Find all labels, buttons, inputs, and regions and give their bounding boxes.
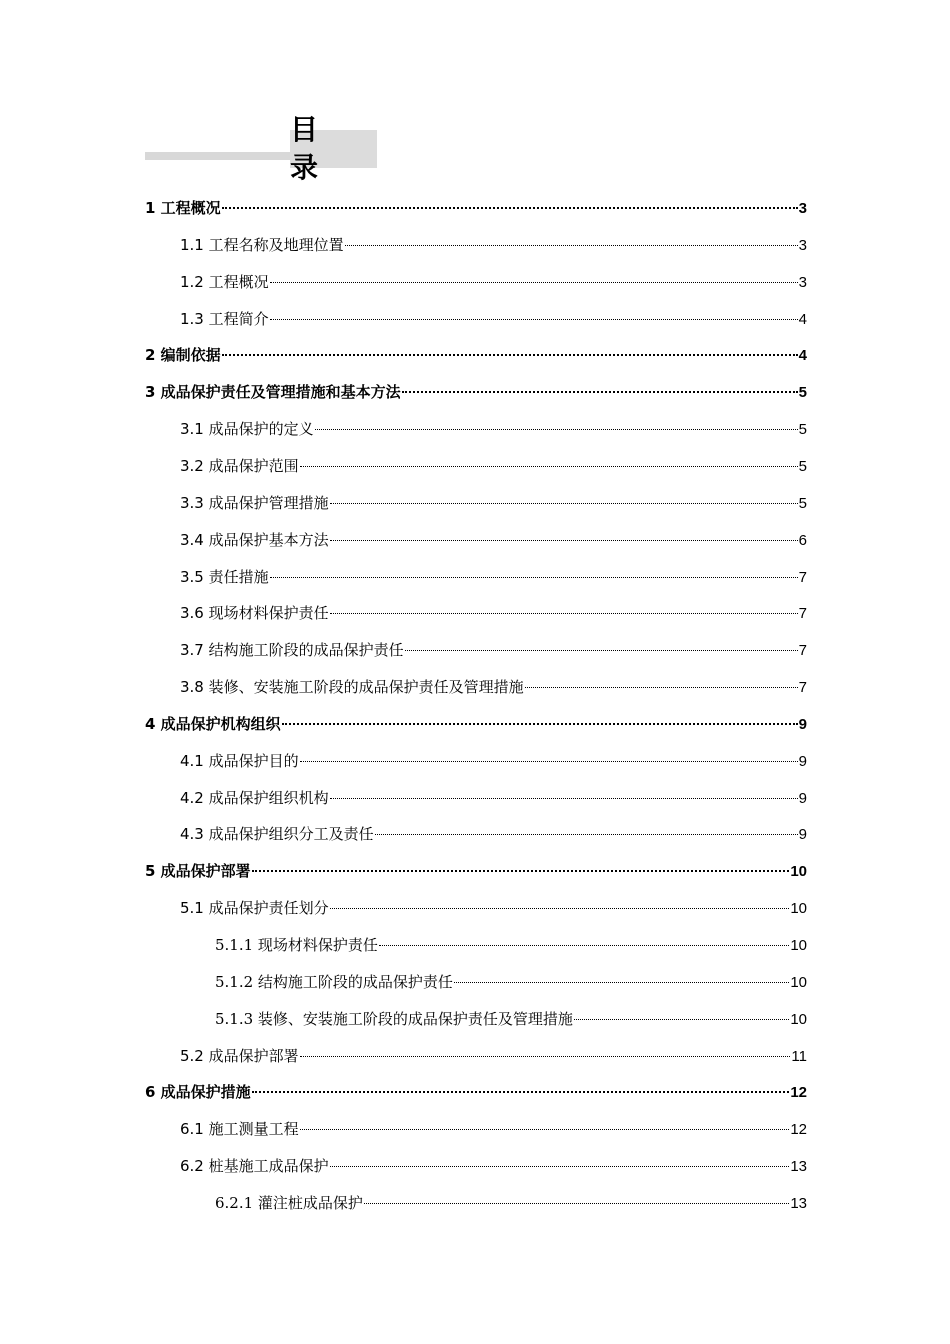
toc-dot-leader <box>379 945 789 946</box>
toc-entry-level2[interactable] <box>180 822 807 846</box>
toc-dot-leader <box>330 908 790 909</box>
toc-page-number: 9 <box>798 826 807 844</box>
toc-entry-level1[interactable] <box>145 712 807 736</box>
toc-page-number: 5 <box>798 421 807 439</box>
toc-entry-level3[interactable] <box>215 1007 807 1031</box>
toc-entry-label: 3.1 成品保护的定义 <box>180 420 314 439</box>
title-box <box>290 113 377 184</box>
toc-entry-level2[interactable] <box>180 1044 807 1068</box>
toc-entry-level2[interactable] <box>180 528 807 552</box>
toc-entry-label: 4.2 成品保护组织机构 <box>180 788 329 807</box>
toc-entry-level2[interactable] <box>180 454 807 478</box>
toc-entry-label: 5 成品保护部署 <box>145 862 251 881</box>
toc-dot-leader <box>300 761 798 762</box>
toc-entry-label: 1.2 工程概况 <box>180 272 269 291</box>
toc-page-number: 6 <box>798 531 807 549</box>
page-title: 目 录 <box>290 113 337 184</box>
toc-entry-level2[interactable] <box>180 417 807 441</box>
toc-entry-label: 3.3 成品保护管理措施 <box>180 493 329 512</box>
toc-page-number: 3 <box>798 200 807 217</box>
toc-page-number: 10 <box>790 937 807 954</box>
toc-entry-label: 6.1 施工测量工程 <box>180 1120 299 1139</box>
toc-entry-label: 5.1.3 装修、安装施工阶段的成品保护责任及管理措施 <box>215 1009 573 1028</box>
toc-page-number: 10 <box>790 973 807 991</box>
toc-dot-leader <box>270 577 798 578</box>
toc-dot-leader <box>315 429 798 430</box>
toc-entry-level2[interactable] <box>180 307 807 331</box>
toc-entry-level1[interactable] <box>145 1080 807 1104</box>
toc-entry-label: 1 工程概况 <box>145 199 221 217</box>
toc-entry-level2[interactable] <box>180 270 807 294</box>
toc-dot-leader <box>330 798 798 799</box>
toc-dot-leader <box>405 650 798 651</box>
toc-dot-leader <box>402 391 798 393</box>
toc-page-number: 13 <box>790 1158 807 1176</box>
toc-entry-level2[interactable] <box>180 601 807 625</box>
toc-entry-label: 6 成品保护措施 <box>145 1083 251 1102</box>
toc-entry-level2[interactable] <box>180 491 807 515</box>
toc-entry-level2[interactable] <box>180 675 807 699</box>
toc-entry-label: 3.7 结构施工阶段的成品保护责任 <box>180 641 404 660</box>
toc-entry-label: 5.2 成品保护部署 <box>180 1046 299 1065</box>
title-decor-bar <box>145 152 290 160</box>
toc-entry-label: 3.4 成品保护基本方法 <box>180 530 329 549</box>
toc-dot-leader <box>270 282 798 283</box>
toc-page-number: 10 <box>790 1010 807 1028</box>
toc-entry-level3[interactable] <box>215 933 807 957</box>
toc-dot-leader <box>222 354 798 356</box>
toc-dot-leader <box>345 245 798 246</box>
toc-dot-leader <box>270 319 798 320</box>
toc-entry-label: 4 成品保护机构组织 <box>145 714 281 733</box>
toc-entry-label: 4.1 成品保护目的 <box>180 751 299 770</box>
toc-entry-label: 5.1 成品保护责任划分 <box>180 899 329 918</box>
toc-entry-label: 1.3 工程简介 <box>180 309 269 328</box>
toc-page-number: 5 <box>798 494 807 512</box>
toc-page-number: 7 <box>798 679 807 697</box>
toc-dot-leader <box>300 1056 791 1057</box>
toc-entry-level3[interactable] <box>215 1191 807 1215</box>
toc-entry-label: 5.1.1 现场材料保护责任 <box>215 936 378 954</box>
toc-page-number: 3 <box>798 236 807 254</box>
toc-page-number: 12 <box>790 1084 807 1102</box>
toc-entry-level1[interactable] <box>145 859 807 883</box>
toc-entry-level2[interactable] <box>180 638 807 662</box>
toc-entry-label: 3.8 装修、安装施工阶段的成品保护责任及管理措施 <box>180 678 524 697</box>
toc-entry-level2[interactable] <box>180 749 807 773</box>
toc-entry-label: 3 成品保护责任及管理措施和基本方法 <box>145 383 401 402</box>
toc-page-number: 7 <box>798 605 807 623</box>
toc-page-number: 12 <box>790 1121 807 1139</box>
toc-entry-level3[interactable] <box>215 970 807 994</box>
toc-page-number: 10 <box>790 900 807 918</box>
toc-dot-leader <box>252 870 790 872</box>
toc-dot-leader <box>252 1091 790 1093</box>
toc-entry-level2[interactable] <box>180 565 807 589</box>
toc-dot-leader <box>330 613 798 614</box>
toc-entry-label: 2 编制依据 <box>145 346 221 365</box>
toc-dot-leader <box>330 503 798 504</box>
toc-entry-level1[interactable] <box>145 380 807 404</box>
toc-dot-leader <box>222 207 798 209</box>
toc-page-number: 11 <box>791 1047 807 1065</box>
toc-entry-label: 6.2 桩基施工成品保护 <box>180 1157 329 1176</box>
toc-page-number: 10 <box>790 863 807 881</box>
toc-entry-level1[interactable] <box>145 343 807 367</box>
toc-dot-leader <box>364 1203 789 1204</box>
toc-entry-level2[interactable] <box>180 1154 807 1178</box>
toc-dot-leader <box>282 723 798 725</box>
toc-entry-level2[interactable] <box>180 786 807 810</box>
toc-page-number: 9 <box>798 752 807 770</box>
toc-entry-label: 5.1.2 结构施工阶段的成品保护责任 <box>215 972 453 991</box>
toc-entry-label: 1.1 工程名称及地理位置 <box>180 235 344 254</box>
toc-dot-leader <box>330 1166 790 1167</box>
toc-entry-level2[interactable] <box>180 1117 807 1141</box>
toc-page-number: 7 <box>798 568 807 586</box>
toc-dot-leader <box>330 540 798 541</box>
toc-entry-level2[interactable] <box>180 896 807 920</box>
toc-page-number: 5 <box>798 384 807 402</box>
toc-dot-leader <box>375 834 798 835</box>
toc-page-number: 9 <box>798 715 807 733</box>
toc-entry-label: 6.2.1 灌注桩成品保护 <box>215 1193 363 1212</box>
toc-entry-level1[interactable] <box>145 196 807 220</box>
toc-page-number: 9 <box>798 789 807 807</box>
toc-entry-label: 3.2 成品保护范围 <box>180 456 299 475</box>
toc-page-number: 4 <box>798 347 807 365</box>
toc-dot-leader <box>574 1019 789 1020</box>
toc-dot-leader <box>300 466 798 467</box>
toc-dot-leader <box>454 982 789 983</box>
toc-entry-label: 4.3 成品保护组织分工及责任 <box>180 825 374 844</box>
toc-page-number: 13 <box>790 1194 807 1212</box>
toc-page-number: 7 <box>798 642 807 660</box>
toc-dot-leader <box>300 1129 790 1130</box>
toc-entry-level2[interactable] <box>180 233 807 257</box>
toc-page-number: 5 <box>798 457 807 475</box>
toc-entry-label: 3.5 责任措施 <box>180 567 269 586</box>
toc-page-number: 4 <box>798 310 807 328</box>
toc-page-number: 3 <box>798 273 807 291</box>
toc-title-block <box>145 113 377 184</box>
toc-entry-label: 3.6 现场材料保护责任 <box>180 604 329 623</box>
toc-dot-leader <box>525 687 798 688</box>
